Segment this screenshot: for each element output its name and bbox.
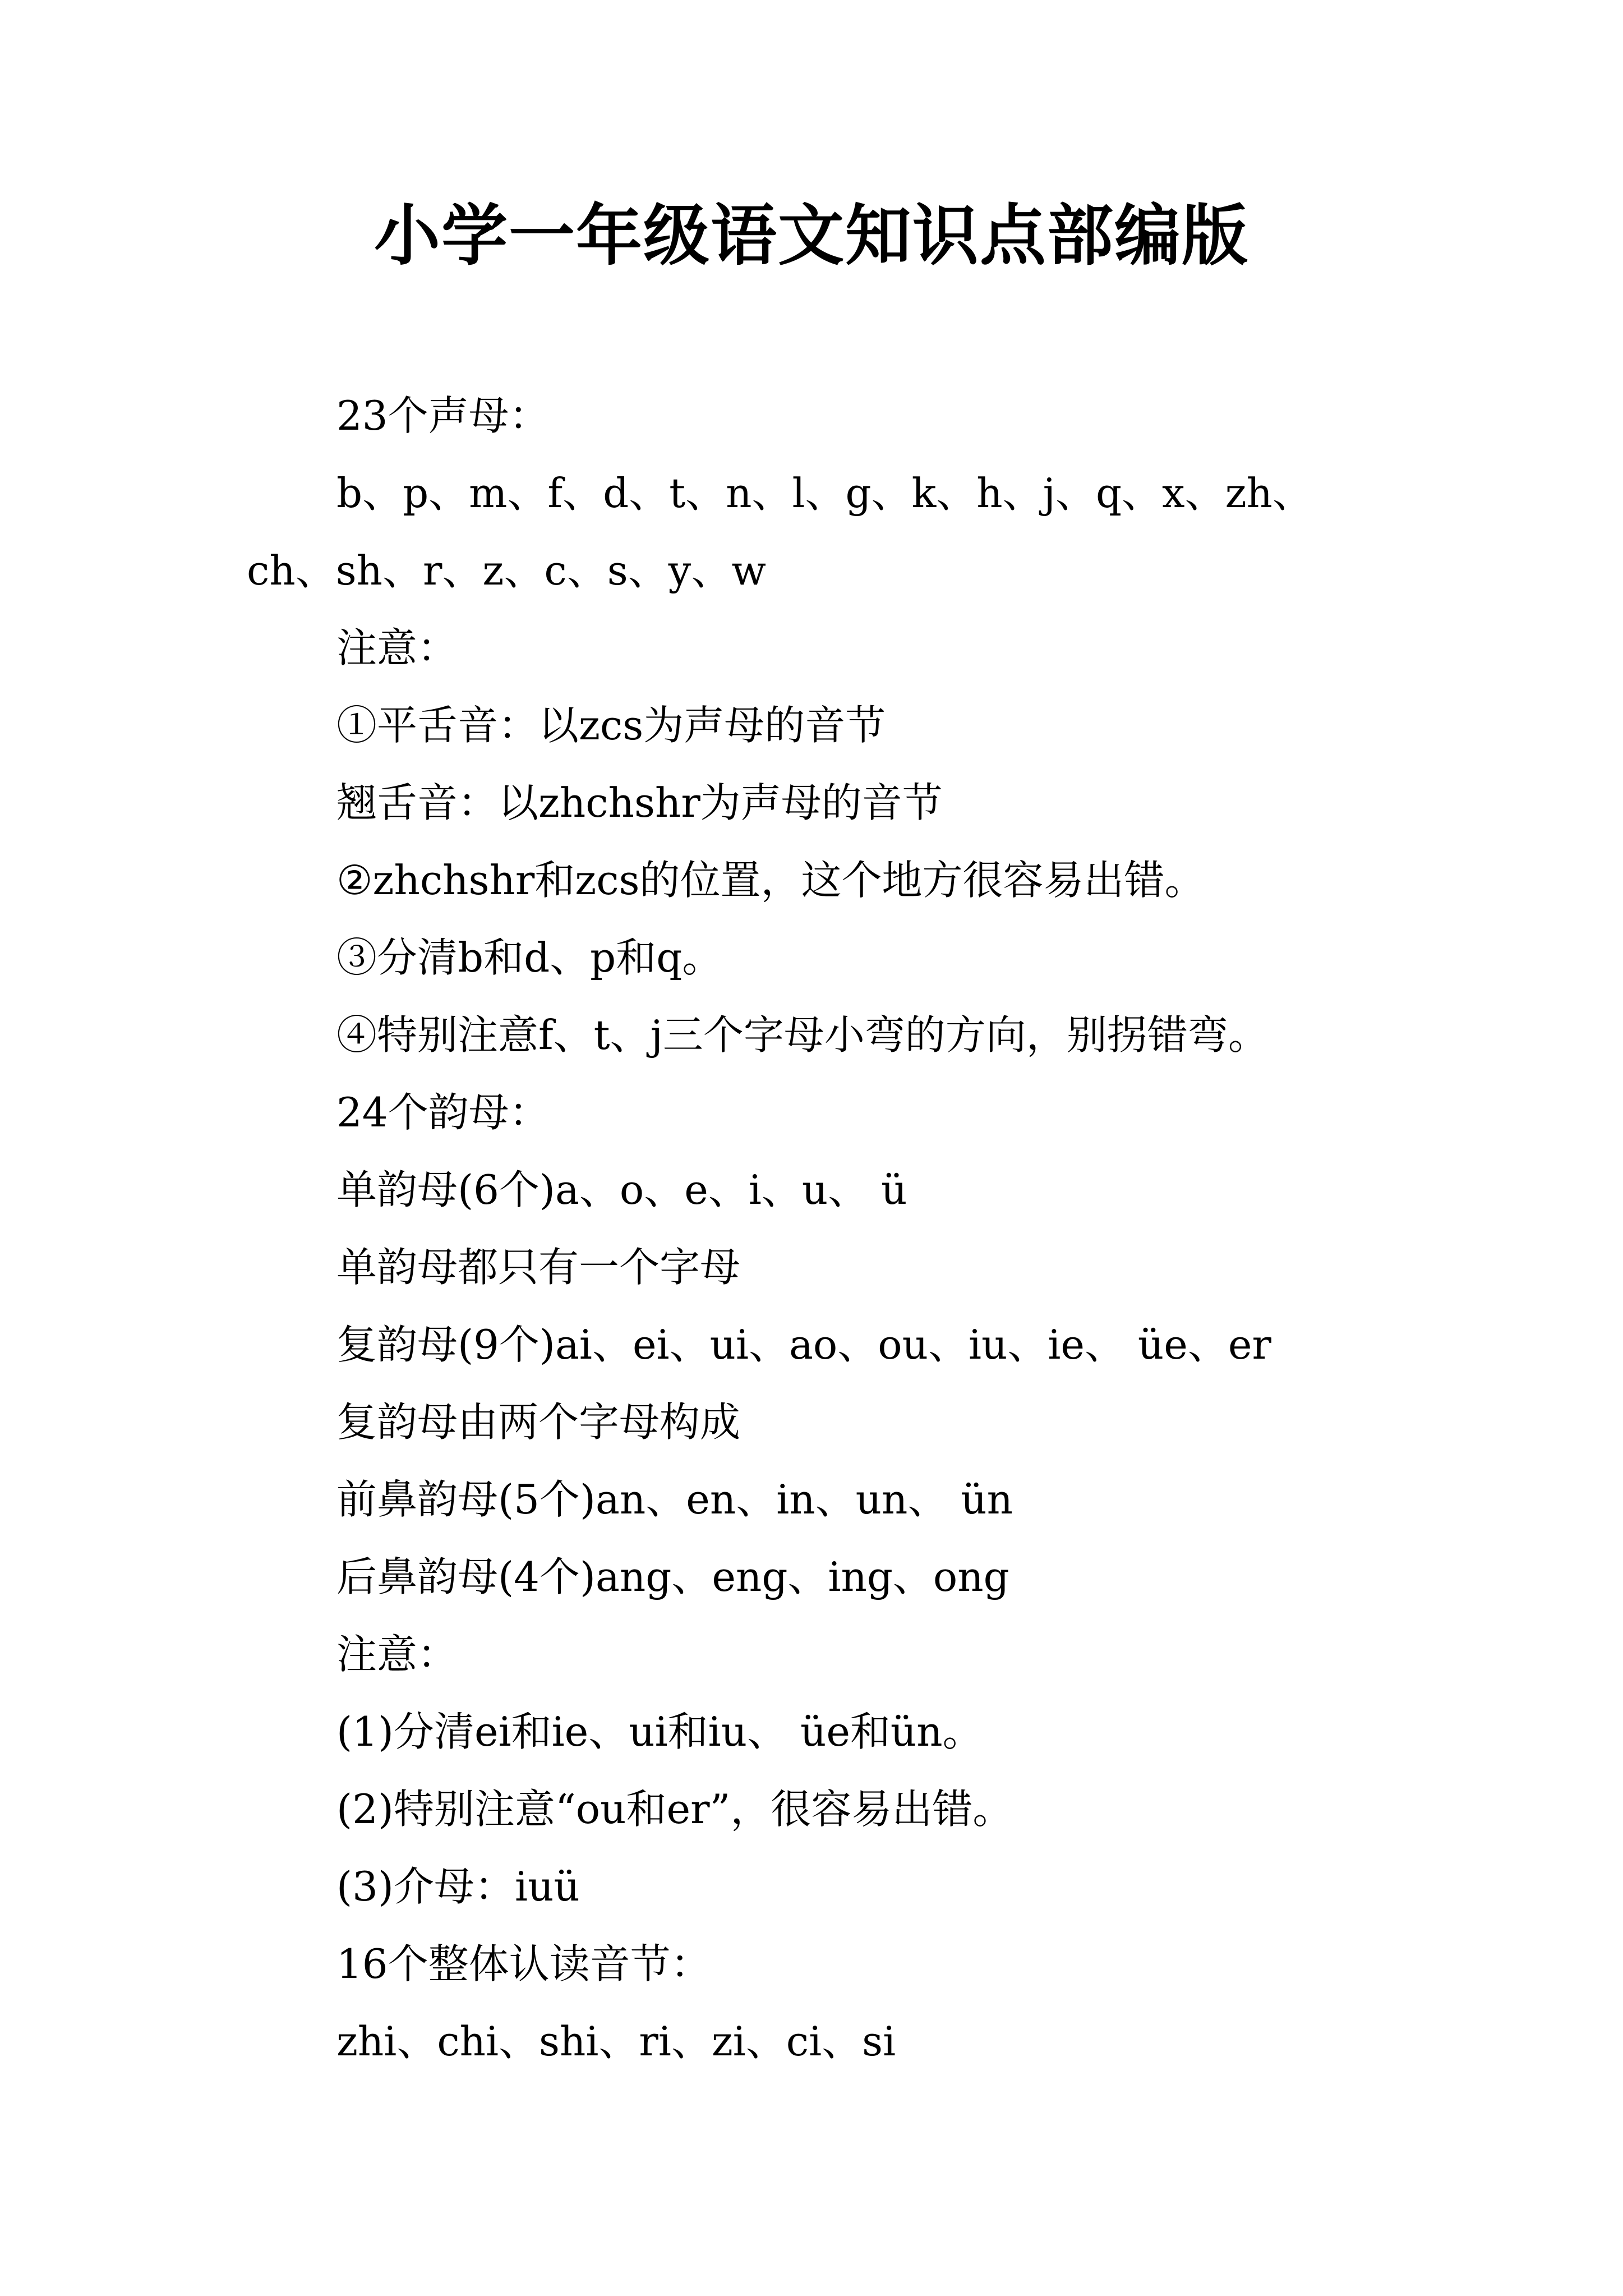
text-line: ①平舌音：以zcs为声母的音节 [336, 702, 886, 749]
text-line: ④特别注意f、t、j三个字母小弯的方向，别拐错弯。 [336, 1011, 1269, 1059]
text-line: (3)介母：iuü [336, 1863, 580, 1910]
text-line: ②zhchshr和zcs的位置，这个地方很容易出错。 [336, 857, 1205, 904]
text-line: b、p、m、f、d、t、n、l、g、k、h、j、q、x、zh、 [336, 470, 1313, 517]
text-line: ③分清b和d、p和q。 [336, 934, 723, 981]
document-title: 小学一年级语文知识点部编版 [374, 196, 1249, 274]
text-line: 翘舌音：以zhchshr为声母的音节 [336, 779, 943, 826]
text-line: 复韵母由两个字母构成 [336, 1398, 741, 1446]
text-line: 16个整体认读音节： [336, 1940, 711, 1987]
text-line: 单韵母都只有一个字母 [336, 1244, 741, 1291]
text-line: 单韵母(6个)a、o、e、i、u、 ü [336, 1166, 907, 1213]
text-line: zhi、chi、shi、ri、zi、ci、si [336, 2018, 896, 2065]
text-line: (1)分清ei和ie、ui和iu、 üe和ün。 [336, 1708, 983, 1755]
text-line: 24个韵母： [336, 1089, 550, 1136]
text-line: 复韵母(9个)ai、ei、ui、ao、ou、iu、ie、 üe、er [336, 1321, 1271, 1368]
text-line: (2)特别注意“ou和er”，很容易出错。 [336, 1786, 1013, 1833]
text-line: 前鼻韵母(5个)an、en、in、un、 ün [336, 1476, 1013, 1523]
document-body [247, 377, 1453, 2080]
text-line: ch、sh、r、z、c、s、y、w [247, 547, 766, 594]
text-line: 后鼻韵母(4个)ang、eng、ing、ong [336, 1553, 1009, 1600]
text-line: 23个声母： [336, 392, 550, 439]
text-line: 注意： [336, 624, 458, 671]
text-line: 注意： [336, 1631, 458, 1678]
